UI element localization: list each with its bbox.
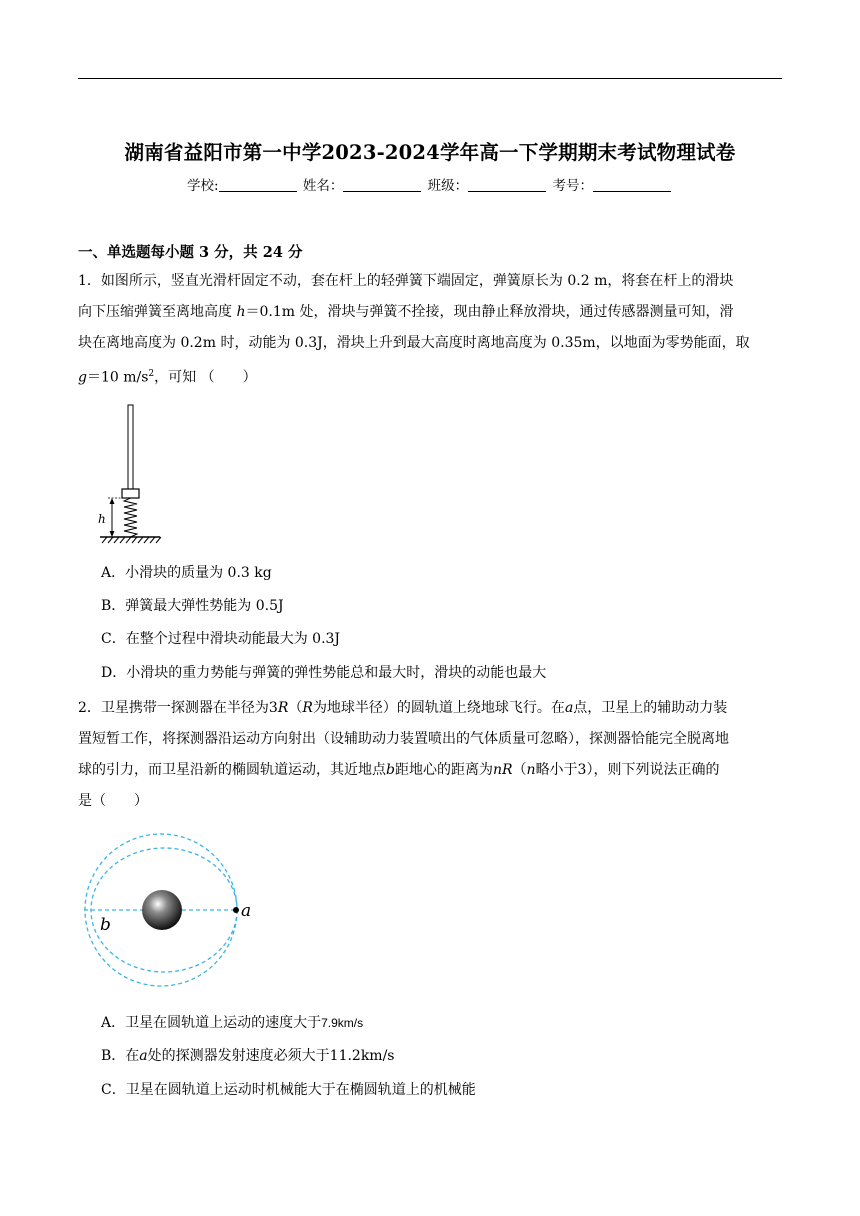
- q1-option-c[interactable]: C．在整个过程中滑块动能最大为 0.3J: [101, 631, 341, 647]
- page-title: 湖南省益阳市第一中学2023-2024学年高一下学期期末考试物理试卷: [124, 141, 736, 164]
- orbit-diagram: [78, 830, 268, 995]
- point-a-dot: [233, 907, 239, 913]
- point-a-label: a: [241, 901, 252, 921]
- q2-option-c[interactable]: C．卫星在圆轨道上运动时机械能大于在椭圆轨道上的机械能: [101, 1082, 476, 1098]
- header-rule: [78, 78, 782, 79]
- q2-line-4: 是（ ）: [78, 793, 148, 809]
- height-label: h: [98, 512, 106, 526]
- q1-option-a[interactable]: A．小滑块的质量为 0.3 kg: [101, 565, 272, 581]
- section-heading: 一、单选题每小题 3 分，共 24 分: [78, 244, 303, 261]
- q1-line-1: 1．如图所示，竖直光滑杆固定不动，套在杆上的轻弹簧下端固定，弹簧原长为 0.2 m，将套在杆上的滑块: [78, 273, 734, 289]
- q2-option-b[interactable]: B．在a处的探测器发射速度必须大于11.2km/s: [101, 1048, 395, 1064]
- q1-line-4: g＝10 $m/s^2$，可知 （ ）: [78, 369, 257, 386]
- q1-line-3: 块在离地高度为 0.2m 时，动能为 0.3J，滑块上升到最大高度时离地高度为 0.35m，以地面为零势能面，取: [78, 335, 750, 351]
- id-blank[interactable]: [593, 177, 671, 192]
- class-label: 班级：: [427, 178, 469, 194]
- school-label: 学校:: [187, 178, 219, 194]
- student-info-line: [0, 174, 860, 194]
- point-b-label: b: [100, 915, 111, 935]
- name-blank[interactable]: [343, 177, 421, 192]
- q1-line-2: 向下压缩弹簧至离地高度 h＝0.1m 处，滑块与弹簧不拴接，现由静止释放滑块，通过传感器测量可知，滑: [78, 304, 734, 320]
- name-label: 姓名：: [302, 178, 344, 194]
- class-blank[interactable]: [468, 177, 546, 192]
- q2-line-1: 2．卫星携带一探测器在半径为3R（R为地球半径）的圆轨道上绕地球飞行。在a点，卫星上的辅助动力装: [78, 700, 728, 716]
- question-1-text: [78, 266, 782, 394]
- spring-rod-diagram: [94, 403, 174, 549]
- earth: [142, 890, 182, 930]
- q2-option-a[interactable]: A．卫星在圆轨道上运动的速度大于7.9km/s: [101, 1015, 364, 1031]
- question-2-text: [78, 693, 782, 817]
- school-blank[interactable]: [219, 177, 297, 192]
- q2-line-3: 球的引力，而卫星沿新的椭圆轨道运动，其近地点b距地心的距离为nR（n略小于3），则下列说法正确的: [78, 762, 720, 778]
- q1-option-d[interactable]: D．小滑块的重力势能与弹簧的弹性势能总和最大时，滑块的动能也最大: [101, 665, 547, 681]
- id-label: 考号：: [552, 178, 593, 194]
- q2-line-2: 置短暂工作，将探测器沿运动方向射出（设辅助动力装置喷出的气体质量可忽略），探测器恰能完全脱离地: [78, 731, 729, 747]
- q1-option-b[interactable]: B．弹簧最大弹性势能为 0.5J: [101, 598, 284, 614]
